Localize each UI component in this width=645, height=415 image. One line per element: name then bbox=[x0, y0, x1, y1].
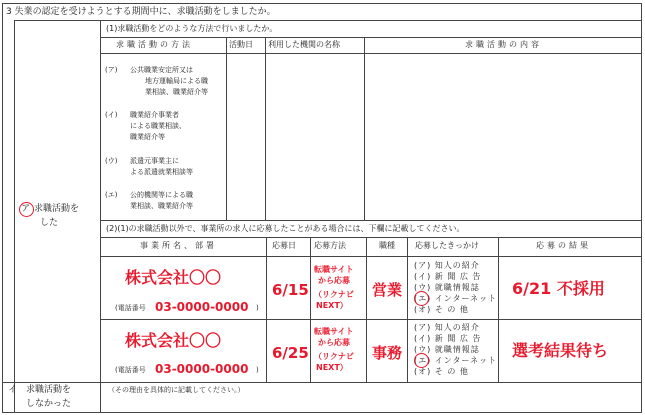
entry1-method-line4: NEXT） bbox=[316, 301, 348, 310]
col-header-method: 求職活動の方法 bbox=[116, 40, 193, 49]
col-header-agency: 利用した機関の名称 bbox=[268, 40, 340, 49]
method-e-code: (エ) bbox=[105, 191, 118, 199]
entry2-phone: 03-0000-0000 bbox=[155, 362, 249, 376]
method-e-line1: 公的機関等による職 bbox=[130, 191, 193, 199]
section-header: 3 失業の認定を受けようとする期間中に、求職活動をしましたか。 bbox=[6, 7, 276, 17]
outer-border-left bbox=[2, 3, 3, 413]
entry1-phone-close: ) bbox=[256, 304, 259, 312]
entry2-phone-label: (電話番号 bbox=[115, 366, 146, 374]
entry1-trigger-selected-circle bbox=[414, 291, 429, 306]
entry2-trigger-o: (オ) そ の 他 bbox=[414, 367, 469, 376]
entry1-trigger-i: (イ) 新 聞 広 告 bbox=[414, 272, 482, 281]
part2-divider-date bbox=[266, 237, 267, 382]
entry1-company: 株式会社〇〇 bbox=[125, 268, 222, 287]
method-u-line1: 派遣元事業主に bbox=[130, 157, 179, 165]
entry1-trigger-a: (ア) 知人の紹介 bbox=[414, 261, 480, 270]
outer-border-bottom bbox=[2, 412, 642, 413]
section-a-label-line2: した bbox=[40, 218, 59, 228]
label-column-divider bbox=[100, 20, 101, 412]
entry2-company: 株式会社〇〇 bbox=[125, 331, 222, 350]
entry2-trigger-selected-circle bbox=[414, 353, 429, 368]
method-i-code: (イ) bbox=[105, 111, 118, 119]
section-a-marker: ア bbox=[21, 204, 31, 214]
part1-divider-date bbox=[226, 37, 227, 220]
entry1-date: 6/15 bbox=[272, 281, 309, 299]
entry2-trigger-e: (エ) インターネット bbox=[414, 356, 498, 365]
col-header-date: 活動日 bbox=[229, 40, 253, 49]
part2-divider-result bbox=[498, 237, 499, 382]
method-i-line2: による職業相談、 bbox=[130, 122, 186, 130]
q1-question: (1)求職活動をどのような方法で行いましたか。 bbox=[106, 24, 278, 33]
header-separator bbox=[14, 20, 642, 21]
outer-border-top bbox=[2, 3, 642, 4]
method-e-line2: 業相談、職業紹介等 bbox=[130, 202, 193, 210]
entry1-trigger-o: (オ) そ の 他 bbox=[414, 305, 469, 314]
entry1-trigger-e: (エ) インターネット bbox=[414, 294, 498, 303]
entry2-job: 事務 bbox=[372, 344, 403, 362]
method-a-line1: 公共職業安定所又は bbox=[130, 66, 193, 74]
method-i-line3: 職業紹介等 bbox=[130, 133, 165, 141]
entry2-trigger-u: (ウ) 就職情報誌 bbox=[414, 345, 480, 354]
entry2-trigger-i: (イ) 新 聞 広 告 bbox=[414, 334, 482, 343]
method-a-line3: 業相談、職業紹介等 bbox=[145, 88, 208, 96]
q1-separator bbox=[100, 37, 642, 38]
part2-row-separator bbox=[100, 319, 642, 320]
entry2-trigger-a: (ア) 知人の紹介 bbox=[414, 323, 480, 332]
entry2-date: 6/25 bbox=[272, 344, 309, 362]
entry1-job: 営業 bbox=[372, 281, 403, 299]
entry2-method-line1: 転職サイト bbox=[314, 327, 354, 336]
entry2-method-line3: （リクナビ bbox=[314, 352, 354, 361]
part2-divider-trigger bbox=[407, 237, 408, 382]
section-i-note: （その理由を具体的に記載してください。） bbox=[108, 386, 245, 394]
method-u-code: (ウ) bbox=[105, 157, 118, 165]
outer-border-right bbox=[641, 3, 642, 413]
q2-separator bbox=[100, 237, 642, 238]
section-i-marker: イ bbox=[8, 385, 18, 395]
entry1-phone-label: (電話番号 bbox=[115, 304, 146, 312]
part1-bottom bbox=[100, 220, 642, 221]
entry2-result: 選考結果待ち bbox=[512, 341, 609, 360]
col-header-company: 事業所名、部署 bbox=[140, 241, 217, 250]
section-i-label-line2: しなかった bbox=[26, 399, 72, 409]
entry1-phone: 03-0000-0000 bbox=[155, 300, 249, 314]
col-header-trigger: 応募したきっかけ bbox=[415, 241, 479, 250]
entry2-phone-close: ) bbox=[256, 366, 259, 374]
part1-divider-agency bbox=[265, 37, 266, 220]
q2-question: (2)(1)の求職活動以外で、事業所の求人に応募したことがある場合には、下欄に記載してください。 bbox=[106, 224, 465, 233]
entry2-method-line2: から応募 bbox=[318, 338, 350, 347]
col-header-result: 応募の結果 bbox=[536, 241, 591, 250]
col-header-apply-method: 応募方法 bbox=[314, 241, 346, 250]
entry2-method-line4: NEXT） bbox=[316, 363, 348, 372]
part1-divider-content bbox=[364, 37, 365, 220]
col-header-content: 求職活動の内容 bbox=[465, 40, 542, 49]
margin-column-divider bbox=[14, 20, 15, 412]
entry1-method-line3: （リクナビ bbox=[314, 290, 354, 299]
entry1-method-line1: 転職サイト bbox=[314, 265, 354, 274]
col-header-job: 職種 bbox=[379, 241, 395, 250]
part2-divider-method bbox=[310, 237, 311, 382]
entry1-method-line2: から応募 bbox=[318, 276, 350, 285]
section-i-separator bbox=[2, 382, 642, 383]
method-i-line1: 職業紹介事業者 bbox=[130, 111, 179, 119]
section-a-label-line1: 求職活動を bbox=[34, 204, 80, 214]
method-u-line2: よる派遣就業相談等 bbox=[130, 168, 193, 176]
entry1-trigger-u: (ウ) 就職情報誌 bbox=[414, 283, 480, 292]
method-a-line2: 地方運輸局による職 bbox=[145, 77, 208, 85]
part2-header-separator bbox=[100, 256, 642, 257]
part1-header-separator bbox=[100, 53, 642, 54]
method-a-code: (ア) bbox=[105, 66, 118, 74]
col-header-apply-date: 応募日 bbox=[272, 241, 296, 250]
entry1-result: 6/21 不採用 bbox=[512, 279, 605, 298]
section-i-label-line1: 求職活動を bbox=[26, 385, 72, 395]
part2-divider-job bbox=[366, 237, 367, 382]
